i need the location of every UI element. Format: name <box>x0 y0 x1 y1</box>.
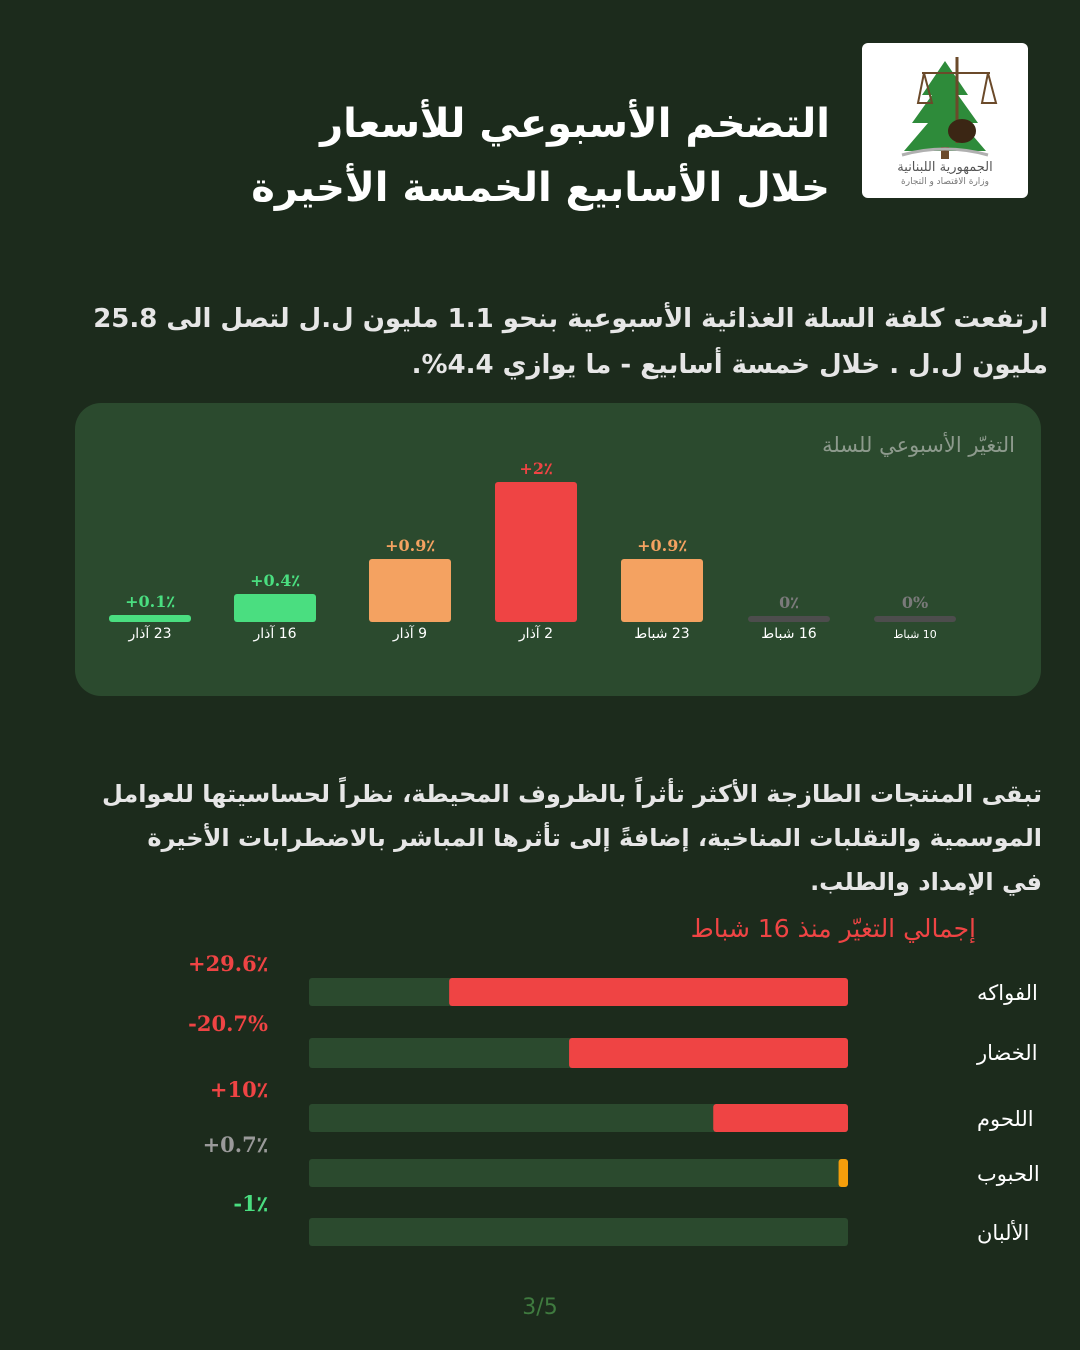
change-bar-3 <box>713 1104 848 1132</box>
bar-value-label: +2٪ <box>519 459 553 478</box>
track-bar <box>309 1218 848 1246</box>
ministry-logo <box>862 43 1028 198</box>
category-label: 16 آذار <box>253 626 297 642</box>
bar-value-label: +0.9٪ <box>637 536 687 555</box>
total-change-title: إجمالي التغيّر منذ 16 شباط <box>690 914 976 943</box>
change-bar-4 <box>839 1159 848 1187</box>
category-label: 9 آذار <box>392 626 428 642</box>
page-number: 3/5 <box>522 1295 558 1320</box>
bar-7 <box>109 615 191 622</box>
category-label: الألبان <box>977 1221 1030 1245</box>
bar-value-label: +0.1٪ <box>125 592 175 611</box>
track-bar <box>309 978 848 1006</box>
bar-value-label: +0.9٪ <box>385 536 435 555</box>
intro-text: ارتفعت كلفة السلة الغذائية الأسبوعية بنحو 1.1 مليون ل.ل لتصل الى 25.8 مليون ل.ل . خلال خمسة أسابيع - ما يوازي 4.4%. <box>93 304 1048 380</box>
logo-subtext: وزارة الاقتصاد و التجارة <box>901 177 989 187</box>
change-value-label: -1٪ <box>233 1191 268 1216</box>
weekly-chart-title: التغيّر الأسبوعي للسلة <box>822 433 1015 457</box>
weekly-change-chart <box>75 403 1041 696</box>
fresh-products-text: تبقى المنتجات الطازجة الأكثر تأثراً بالظروف المحيطة، نظراً لحساسيتها للعوامل الموسمية والتقلبات المناخية، إضافةً إلى تأثرها المباشر بالاضطرابات الأخيرة في الإمداد والطلب. <box>101 780 1042 896</box>
bar-4 <box>495 482 577 622</box>
track-bar <box>309 1159 848 1187</box>
category-label: اللحوم <box>977 1107 1034 1131</box>
category-label: 23 آذار <box>128 626 172 642</box>
bar-2 <box>748 616 830 622</box>
category-label: 16 شباط <box>761 626 817 642</box>
bar-6 <box>234 594 316 622</box>
category-label: الحبوب <box>977 1162 1040 1186</box>
page-title <box>190 92 830 220</box>
change-value-label: +0.7٪ <box>202 1132 268 1157</box>
bar-1 <box>874 616 956 622</box>
change-bar-1 <box>449 978 848 1006</box>
category-label: الخضار <box>977 1041 1038 1065</box>
title-line-2: خلال الأسابيع الخمسة الأخيرة <box>251 165 830 211</box>
category-label: 23 شباط <box>634 626 690 642</box>
bar-value-label: 0٪ <box>779 593 799 612</box>
change-value-label: +10٪ <box>209 1077 268 1102</box>
category-label: 2 آذار <box>518 626 554 642</box>
bar-value-label: 0% <box>901 593 929 612</box>
change-value-label: +29.6٪ <box>187 951 268 976</box>
category-label: 10 شباط <box>893 628 937 641</box>
bar-value-label: +0.4٪ <box>250 571 300 590</box>
bar-3 <box>621 559 703 622</box>
track-bar <box>309 1104 848 1132</box>
logo-text: الجمهورية اللبنانية <box>897 160 993 175</box>
bar-5 <box>369 559 451 622</box>
weekly-change-panel <box>75 403 1041 696</box>
change-bar-2 <box>569 1038 848 1068</box>
change-value-label: -20.7% <box>188 1011 268 1036</box>
category-label: الفواكه <box>977 981 1038 1005</box>
track-bar <box>309 1038 848 1068</box>
cedar-icon <box>862 43 1028 163</box>
title-line-1: التضخم الأسبوعي للأسعار <box>320 101 830 147</box>
